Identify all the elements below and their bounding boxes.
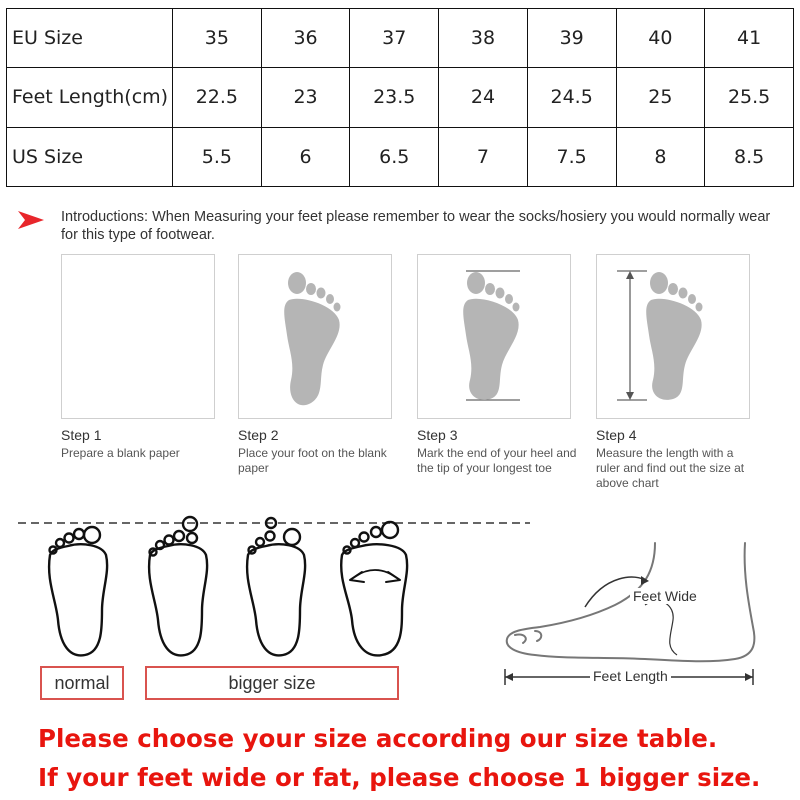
- row-header-feet-length: Feet Length(cm): [7, 68, 173, 127]
- table-cell: 38: [439, 9, 528, 68]
- table-cell: 36: [261, 9, 350, 68]
- step-description: Measure the length with a ruler and find out the size at above chart: [596, 446, 745, 490]
- step-description: Prepare a blank paper: [61, 446, 180, 460]
- table-cell: 23: [261, 68, 350, 127]
- table-row: [7, 9, 794, 68]
- feet-length-label: Feet Length: [590, 668, 671, 684]
- bigger-size-label-box: bigger size: [145, 666, 399, 700]
- table-cell: 8.5: [705, 127, 794, 186]
- table-cell: 40: [616, 9, 705, 68]
- footprint-icon: [239, 255, 391, 418]
- measure-length-image: [596, 254, 750, 419]
- table-row: [7, 127, 794, 186]
- feet-wide-label: Feet Wide: [630, 588, 700, 604]
- footprint-marked-icon: [418, 255, 570, 418]
- size-table: [6, 8, 794, 187]
- table-cell: 5.5: [173, 127, 262, 186]
- table-cell: 7: [439, 127, 528, 186]
- step-title: Step 3: [417, 427, 458, 443]
- row-header-eu-size: EU Size: [7, 9, 173, 68]
- step-2: [238, 254, 398, 476]
- footprint-ruler-icon: [597, 255, 749, 418]
- step-title: Step 4: [596, 427, 637, 443]
- row-header-us-size: US Size: [7, 127, 173, 186]
- size-notice-line-2: If your feet wide or fat, please choose 1 bigger size.: [38, 763, 761, 792]
- long-toe-foot-icon: [149, 517, 207, 655]
- step-description: Place your foot on the blank paper: [238, 446, 387, 475]
- table-row: [7, 68, 794, 127]
- table-cell: 22.5: [173, 68, 262, 127]
- table-cell: 35: [173, 9, 262, 68]
- table-cell: 8: [616, 127, 705, 186]
- step-1: [61, 254, 221, 461]
- table-cell: 41: [705, 9, 794, 68]
- size-notice-line-1: Please choose your size according our size table.: [38, 724, 718, 753]
- table-cell: 24.5: [527, 68, 616, 127]
- table-cell: 24: [439, 68, 528, 127]
- table-cell: 25: [616, 68, 705, 127]
- table-cell: 25.5: [705, 68, 794, 127]
- foot-types-illustration: [10, 510, 530, 660]
- normal-foot-icon: [49, 527, 107, 655]
- step-title: Step 2: [238, 427, 279, 443]
- table-cell: 23.5: [350, 68, 439, 127]
- wide-foot-icon: [341, 522, 407, 655]
- second-toe-foot-icon: [247, 518, 305, 655]
- normal-label-box: normal: [40, 666, 124, 700]
- table-cell: 7.5: [527, 127, 616, 186]
- red-arrow-icon: [18, 211, 44, 229]
- foot-on-paper-image: [238, 254, 392, 419]
- table-cell: 6.5: [350, 127, 439, 186]
- table-cell: 37: [350, 9, 439, 68]
- mark-heel-toe-image: [417, 254, 571, 419]
- step-4: [596, 254, 756, 491]
- step-3: [417, 254, 577, 476]
- table-cell: 6: [261, 127, 350, 186]
- step-title: Step 1: [61, 427, 102, 443]
- intro-text: Introductions: When Measuring your feet please remember to wear the socks/hosiery you would normally wear for this type of footwear.: [61, 209, 771, 243]
- table-cell: 39: [527, 9, 616, 68]
- step-description: Mark the end of your heel and the tip of your longest toe: [417, 446, 577, 475]
- blank-paper-image: [61, 254, 215, 419]
